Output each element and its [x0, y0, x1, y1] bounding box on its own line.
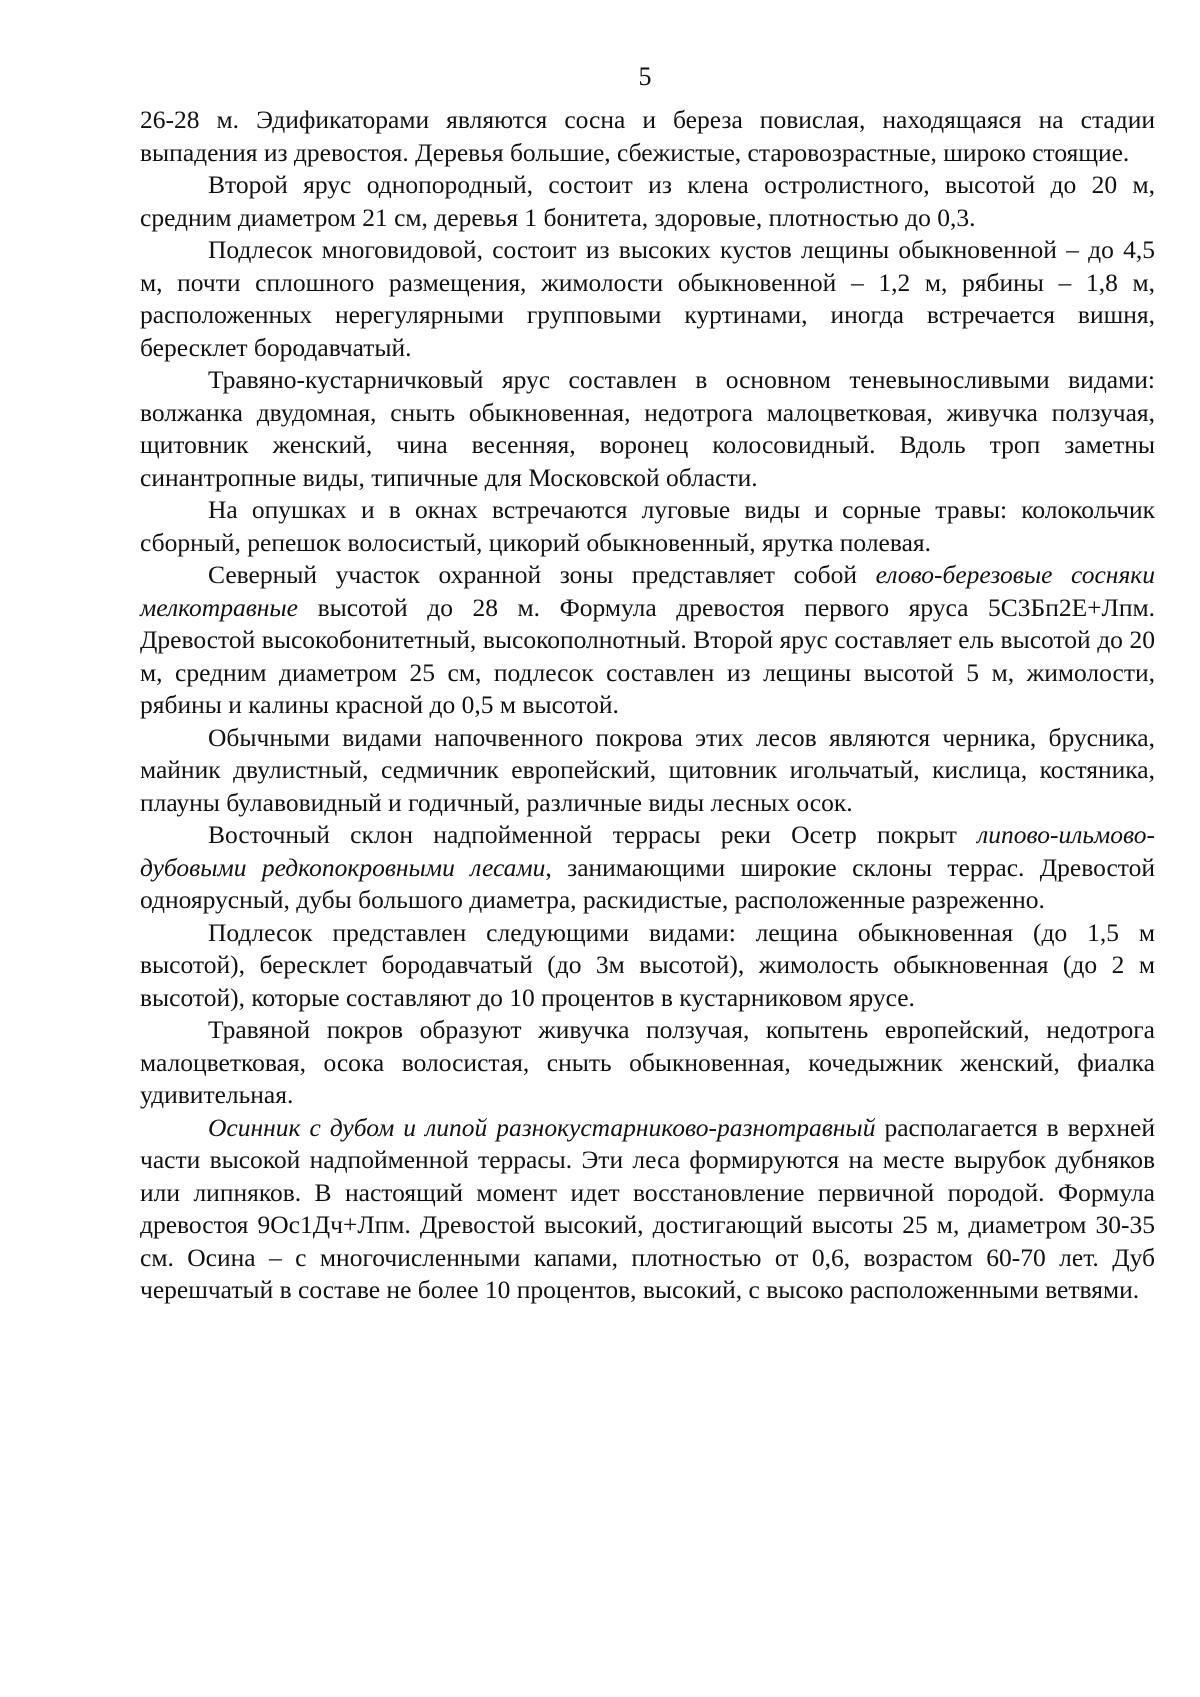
- italic-text: Осинник с дубом и липой разнокустарниково-разнотравный: [208, 1112, 876, 1142]
- paragraph: [140, 1014, 1155, 1112]
- paragraph: [140, 1112, 1155, 1307]
- document-body: [140, 104, 1155, 1307]
- paragraph-text: Подлесок представлен следующими видами: лещина обыкновенная (до 1,5 м высотой), бересклет бородавчатый (до 3м высотой), жимолость обыкновенная (до 2 м высотой), которые составляют до 10 процентов в кустарниковом ярусе.: [140, 917, 1155, 1012]
- paragraph-text: Второй ярус однопородный, состоит из клена остролистного, высотой до 20 м, средним диаметром 21 см, деревья 1 бонитета, здоровые, плотностью до 0,3.: [140, 170, 1155, 232]
- paragraph: [140, 559, 1155, 722]
- paragraph: [140, 722, 1155, 820]
- page-number: 5: [638, 62, 652, 91]
- paragraph: [140, 494, 1155, 559]
- paragraph: [140, 819, 1155, 917]
- paragraph-text: Северный участок охранной зоны представляет собой: [208, 560, 876, 589]
- paragraph: [140, 234, 1155, 364]
- italic-text: липово-ильмово-дубовыми редкопокровными лесами: [140, 820, 1155, 882]
- paragraph: [140, 917, 1155, 1015]
- italic-text: елово-березовые сосняки мелкотравные: [140, 560, 1155, 622]
- paragraph-text: Подлесок многовидовой, состоит из высоких кустов лещины обыкновенной – до 4,5 м, почти сплошного размещения, жимолости обыкновенной – 1,2 м, рябины – 1,8 м, расположенных нерегулярными групповыми куртинами, иногда встречается вишня, бересклет бородавчатый.: [140, 235, 1155, 362]
- paragraph-text: Обычными видами напочвенного покрова этих лесов являются черника, брусника, майник двулистный, седмичник европейский, щитовник игольчатый, кислица, костяника, плауны булавовидный и годичный, различные виды лесных осок.: [140, 722, 1155, 817]
- paragraph-text: располагается в верхней части высокой надпойменной террасы. Эти леса формируются на месте вырубок дубняков или липняков. В настоящий момент идет восстановление первичной породой. Формула древостоя 9Ос1Дч+Лпм. Древостой высокий, достигающий высоты 25 м, диаметром 30-35 см. Осина – с многочисленными капами, плотностью от 0,6, возрастом 60-70 лет. Дуб черешчатый в составе не более 10 процентов, высокий, с высоко расположенными ветвями.: [140, 1112, 1155, 1304]
- paragraph-text: Восточный склон надпойменной террасы реки Осетр покрыт: [208, 820, 978, 849]
- paragraph-text: 26-28 м. Эдификаторами являются сосна и береза повислая, находящаяся на стадии выпадения из древостоя. Деревья большие, сбежистые, старовозрастные, широко стоящие.: [140, 105, 1155, 167]
- paragraph-text: Травяной покров образуют живучка ползучая, копытень европейский, недотрога малоцветковая, осока волосистая, сныть обыкновенная, кочедыжник женский, фиалка удивительная.: [140, 1015, 1155, 1109]
- paragraph-text: , занимающими широкие склоны террас. Древостой одноярусный, дубы большого диаметра, раскидистые, расположенные разреженно.: [140, 852, 1155, 914]
- paragraph-text: высотой до 28 м. Формула древостоя первого яруса 5С3Бп2Е+Лпм. Древостой высокобонитетный, высокополнотный. Второй ярус составляет ель высотой до 20 м, средним диаметром 25 см, подлесок составлен из лещины высотой 5 м, жимолости, рябины и калины красной до 0,5 м высотой.: [140, 592, 1155, 719]
- paragraph: [140, 104, 1155, 169]
- paragraph: [140, 169, 1155, 234]
- paragraph: [140, 364, 1155, 494]
- paragraph-text: Травяно-кустарничковый ярус составлен в основном теневыносливыми видами: волжанка двудомная, сныть обыкновенная, недотрога малоцветковая, живучка ползучая, щитовник женский, чина весенняя, воронец колосовидный. Вдоль троп заметны синантропные виды, типичные для Московской области.: [140, 365, 1155, 492]
- paragraph-text: На опушках и в окнах встречаются луговые виды и сорные травы: колокольчик сборный, репешок волосистый, цикорий обыкновенный, ярутка полевая.: [140, 495, 1155, 557]
